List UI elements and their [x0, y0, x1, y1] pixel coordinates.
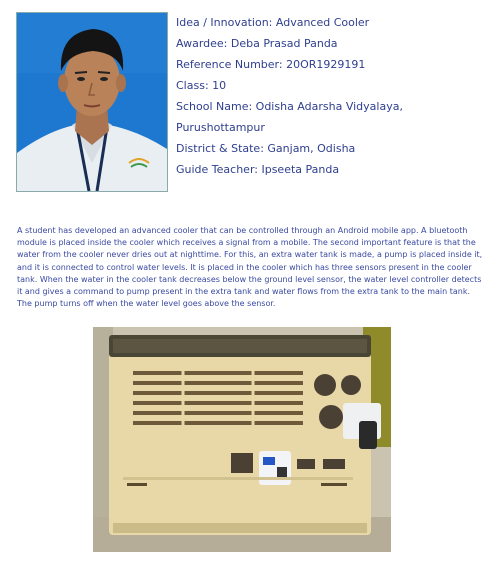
cooler-photo: [93, 327, 391, 552]
reference-line: Reference Number: 20OR1929191: [176, 58, 366, 71]
class-line: Class: 10: [176, 79, 227, 92]
district-line: District & State: Ganjam, Odisha: [176, 142, 356, 155]
school-line: School Name: Odisha Adarsha Vidyalaya,: [176, 100, 403, 113]
awardee-line: Awardee: Deba Prasad Panda: [176, 37, 338, 50]
guide-line: Guide Teacher: Ipseeta Panda: [176, 163, 340, 176]
student-photo: [16, 12, 168, 192]
awardee-details: [176, 12, 486, 180]
project-description: A student has developed an advanced cooler that can be controlled through an Android mobile app. A bluetooth module is placed inside the cooler which receives a signal from a mobile. The second important feature is that the water from the cooler never dries out at nighttime. For this, an extra water tank is made, a pump is placed inside it, and it is connected to control water levels. It is placed in the cooler which has three sensors present in the cooler tank. When the water in the cooler tank decreases below the ground level sensor, the water level controller detects it and gives a command to pump present in the extra tank and water flows from the extra tank to the main tank. The pump turns off when the water level goes above the sensor.: [17, 226, 483, 309]
school-line-2: Purushottampur: [176, 121, 265, 134]
idea-line: Idea / Innovation: Advanced Cooler: [176, 16, 370, 29]
